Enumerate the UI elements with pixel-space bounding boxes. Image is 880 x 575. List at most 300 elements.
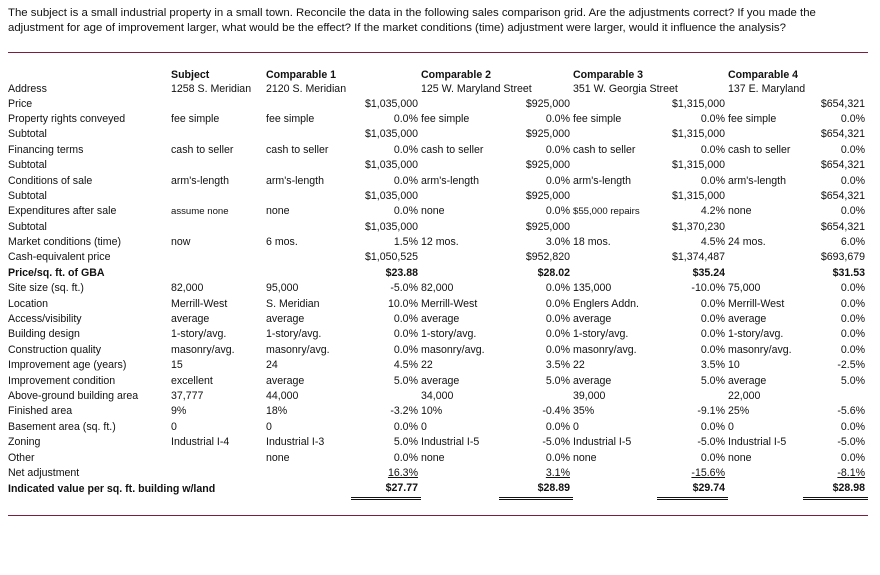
row-label: Expenditures after sale — [8, 205, 117, 218]
row-label: Conditions of sale — [8, 174, 93, 187]
comp3-adjustment: 0.0% — [700, 313, 725, 326]
comp4-value: none — [728, 205, 752, 218]
row-label: Zoning — [8, 436, 41, 449]
comp4-adjustment: -2.5% — [837, 359, 866, 372]
column-header-row — [8, 68, 868, 82]
comp2-adjustment: $925,000 — [525, 189, 570, 202]
row-label: Above-ground building area — [8, 390, 139, 402]
comp2-adjustment: 0.0% — [545, 112, 570, 125]
subject-value: 15 — [171, 359, 183, 372]
comp1-adjustment: $1,035,000 — [364, 159, 418, 172]
table-row — [8, 327, 868, 342]
comp1-value: 95,000 — [266, 282, 299, 295]
subject-value — [171, 127, 266, 142]
comp4-value: 22,000 — [728, 390, 761, 402]
subject-value: excellent — [171, 374, 213, 387]
comp4-adjustment: 5.0% — [840, 374, 866, 387]
comp4-adjustment: 0.0% — [840, 313, 866, 326]
comp2-adjustment: 0.0% — [545, 328, 570, 341]
address-row — [8, 82, 868, 96]
row-label: Access/visibility — [8, 313, 82, 326]
table-row — [8, 389, 868, 404]
table-row — [8, 281, 868, 296]
row-label: Basement area (sq. ft.) — [8, 420, 116, 433]
comp3-adjustment: -9.1% — [697, 405, 725, 418]
comp3-value — [573, 127, 657, 142]
comp3-adjustment: 4.2% — [700, 205, 725, 218]
subject-value: fee simple — [171, 112, 220, 125]
comp2-value: masonry/avg. — [421, 343, 485, 356]
comp1-value: masonry/avg. — [266, 343, 330, 356]
row-label: Financing terms — [8, 143, 84, 156]
comp1-adjustment: 0.0% — [393, 174, 418, 187]
subject-value: 0 — [171, 420, 177, 433]
comp4-value: 75,000 — [728, 282, 761, 295]
comp2-adjustment: 0.0% — [545, 420, 570, 433]
comp3-adjustment: $1,370,230 — [671, 220, 725, 233]
comp1-value: average — [266, 374, 305, 387]
table-row — [8, 189, 868, 204]
comp2-value: 0 — [421, 420, 427, 433]
comp1-adjustment: $1,035,000 — [364, 128, 418, 141]
comp3-value — [573, 220, 657, 235]
comp1-value: 6 mos. — [266, 236, 298, 249]
subject-value — [171, 220, 266, 235]
comp1-adjustment: 0.0% — [393, 313, 418, 326]
subject-value: cash to seller — [171, 143, 234, 156]
comp4-adjustment: -5.0% — [837, 436, 866, 449]
comp3-adjustment: 3.5% — [700, 359, 725, 372]
header-comparable-3: Comparable 3 — [573, 69, 644, 82]
comp4-adjustment: 0.0% — [840, 297, 866, 310]
comp2-value — [421, 189, 499, 204]
comp2-adjustment: 0.0% — [545, 313, 570, 326]
comp2-value — [421, 96, 499, 111]
comp1-adjustment: 0.0% — [393, 451, 418, 464]
comp4-value — [728, 266, 803, 281]
comp2-value: average — [421, 313, 460, 326]
comp3-adjustment: 5.0% — [700, 374, 725, 387]
comp3-adjustment: 0.0% — [700, 420, 725, 433]
comp1-value — [266, 466, 351, 481]
comp1-adjustment: 10.0% — [387, 297, 418, 310]
address-comparable-2: 125 W. Maryland Street — [421, 83, 532, 96]
comp4-adjustment: $654,321 — [820, 128, 866, 141]
comp1-adjustment: 0.0% — [393, 420, 418, 433]
subject-value — [171, 266, 266, 281]
comp1-value: none — [266, 205, 290, 218]
comp1-adjustment: $1,035,000 — [364, 220, 418, 233]
comp2-value: cash to seller — [421, 143, 484, 156]
comp1-adjustment: $1,050,525 — [364, 251, 418, 264]
subject-value: 37,777 — [171, 390, 204, 402]
comp1-value: 18% — [266, 405, 288, 418]
subject-value — [171, 450, 266, 465]
comp1-value — [266, 127, 351, 142]
comp2-value: average — [421, 374, 460, 387]
table-row — [8, 296, 868, 311]
comp1-value: none — [266, 451, 290, 464]
comp2-value: fee simple — [421, 112, 470, 125]
comp2-value: none — [421, 205, 445, 218]
comp3-value: 22 — [573, 359, 585, 372]
comp2-adjustment — [499, 389, 573, 404]
row-label: Construction quality — [8, 343, 102, 356]
subject-value: 9% — [171, 405, 187, 418]
comp1-value: 24 — [266, 359, 278, 372]
sales-comparison-grid — [8, 52, 868, 516]
table-row — [8, 143, 868, 158]
subject-value: arm's-length — [171, 174, 229, 187]
comp4-value: fee simple — [728, 112, 777, 125]
comp1-adjustment: $23.88 — [385, 266, 418, 279]
comp4-value: average — [728, 313, 767, 326]
comp4-value — [728, 96, 803, 111]
comp4-value: 10 — [728, 359, 740, 372]
comp3-value: 0 — [573, 420, 579, 433]
comp2-adjustment: $28.02 — [537, 266, 570, 279]
comp4-adjustment: $693,679 — [820, 251, 866, 264]
comp3-adjustment: $1,315,000 — [671, 128, 725, 141]
comp1-adjustment: 0.0% — [393, 143, 418, 156]
comp4-value: none — [728, 451, 752, 464]
address-subject: 1258 S. Meridian — [171, 83, 252, 96]
comp2-value: arm's-length — [421, 174, 479, 187]
comp2-value — [421, 220, 499, 235]
comp1-value: average — [266, 313, 305, 326]
table-row — [8, 127, 868, 142]
comp1-value — [266, 189, 351, 204]
subject-value: 1-story/avg. — [171, 328, 227, 341]
top-rule — [8, 53, 868, 69]
comp3-value: none — [573, 451, 597, 464]
comp3-value — [573, 96, 657, 111]
comp4-value: average — [728, 374, 767, 387]
comp4-adjustment: 6.0% — [840, 236, 866, 249]
comp1-value — [266, 250, 351, 265]
row-label: Price — [8, 97, 33, 110]
comp2-value — [421, 250, 499, 265]
row-label: Address — [8, 83, 47, 96]
table-row — [8, 466, 868, 481]
header-comparable-2: Comparable 2 — [421, 69, 492, 82]
comp2-adjustment: 0.0% — [545, 205, 570, 218]
comp1-adjustment: 5.0% — [393, 436, 418, 449]
comp1-adjustment: $1,035,000 — [364, 189, 418, 202]
row-label: Site size (sq. ft.) — [8, 282, 84, 295]
comp4-adjustment: $654,321 — [820, 189, 866, 202]
comp2-value: 22 — [421, 359, 433, 372]
address-comparable-3: 351 W. Georgia Street — [573, 83, 678, 96]
subject-value — [171, 250, 266, 265]
comp4-adjustment: 0.0% — [840, 343, 866, 356]
row-label: Finished area — [8, 405, 73, 418]
comp3-value: 35% — [573, 405, 595, 418]
comp2-value: 12 mos. — [421, 236, 459, 249]
comp2-value: 82,000 — [421, 282, 454, 295]
comp3-value — [573, 266, 657, 281]
comp4-value: 0 — [728, 420, 734, 433]
comp1-adjustment: 0.0% — [393, 343, 418, 356]
table-row — [8, 358, 868, 373]
comp3-value: arm's-length — [573, 174, 631, 187]
comp2-adjustment: 0.0% — [545, 143, 570, 156]
comp1-value — [266, 481, 351, 498]
comp3-value — [573, 158, 657, 173]
table-row — [8, 343, 868, 358]
comp2-adjustment: 0.0% — [545, 282, 570, 295]
row-label: Market conditions (time) — [8, 236, 122, 249]
comp1-adjustment: -5.0% — [390, 282, 418, 295]
comp2-adjustment: $952,820 — [525, 251, 570, 264]
comp1-adjustment: 0.0% — [393, 112, 418, 125]
comp1-value: 1-story/avg. — [266, 328, 322, 341]
problem-statement: The subject is a small industrial property in a small town. Reconcile the data in the following sales comparison grid. Are the adjustments correct? If you made the adjustment for age of improvement larger, what would be the effect? If the market conditions (time) adjustment were larger, would it influence the analysis? — [8, 7, 816, 34]
row-label: Improvement age (years) — [8, 359, 127, 372]
comp3-value: 39,000 — [573, 390, 606, 402]
row-label: Subtotal — [8, 159, 47, 172]
comp1-value: 0 — [266, 420, 272, 433]
comp2-adjustment: -0.4% — [542, 405, 570, 418]
comp3-value: Industrial I-5 — [573, 436, 632, 449]
comp1-adjustment: 0.0% — [393, 205, 418, 218]
comp2-value — [421, 266, 499, 281]
comp3-value — [573, 466, 657, 481]
comp3-value: 135,000 — [573, 282, 612, 295]
comp2-adjustment: -5.0% — [542, 436, 570, 449]
comp3-value: 18 mos. — [573, 236, 611, 249]
comp3-adjustment: -5.0% — [697, 436, 725, 449]
table-row — [8, 450, 868, 465]
comp4-adjustment: 0.0% — [840, 282, 866, 295]
subject-value: masonry/avg. — [171, 343, 235, 356]
table-row — [8, 404, 868, 419]
comp3-value: average — [573, 374, 612, 387]
comp4-adjustment: -8.1% — [837, 466, 866, 479]
comp3-value: Englers Addn. — [573, 297, 639, 310]
comp2-adjustment: 0.0% — [545, 297, 570, 310]
comp2-adjustment: $28.89 — [499, 481, 573, 498]
comp2-adjustment: 0.0% — [545, 451, 570, 464]
table-row — [8, 435, 868, 450]
comp3-adjustment: 0.0% — [700, 343, 725, 356]
comp2-adjustment: 3.0% — [545, 236, 570, 249]
table-row — [8, 266, 868, 281]
comp3-adjustment: 0.0% — [700, 174, 725, 187]
comp3-adjustment: 0.0% — [700, 328, 725, 341]
table-row — [8, 220, 868, 235]
table-row — [8, 235, 868, 250]
comp3-value: fee simple — [573, 112, 622, 125]
comp3-value — [573, 481, 657, 498]
table-row — [8, 373, 868, 388]
comp2-adjustment: 5.0% — [545, 374, 570, 387]
comp3-value — [573, 250, 657, 265]
comp1-value: S. Meridian — [266, 297, 320, 310]
comp4-adjustment: $654,321 — [820, 159, 866, 172]
comp4-adjustment: 0.0% — [840, 205, 866, 218]
row-label: Subtotal — [8, 128, 47, 141]
comp2-adjustment: $925,000 — [525, 220, 570, 233]
row-label: Location — [8, 297, 49, 310]
row-label: Subtotal — [8, 189, 47, 202]
comp3-adjustment: $1,315,000 — [671, 97, 725, 110]
comp4-adjustment: 0.0% — [840, 112, 866, 125]
comp4-adjustment: 0.0% — [840, 451, 866, 464]
comp3-adjustment: 4.5% — [700, 236, 725, 249]
comp4-value — [728, 220, 803, 235]
subject-value — [171, 158, 266, 173]
table-row — [8, 173, 868, 188]
header-comparable-1: Comparable 1 — [266, 69, 337, 82]
comp4-value — [728, 466, 803, 481]
comp2-value: 34,000 — [421, 390, 454, 402]
comp3-adjustment: $1,315,000 — [671, 189, 725, 202]
comp3-value — [573, 189, 657, 204]
table-row — [8, 158, 868, 173]
row-label: Subtotal — [8, 220, 47, 233]
comp1-value — [266, 158, 351, 173]
comp2-adjustment: 3.5% — [545, 359, 570, 372]
comp1-adjustment: 0.0% — [393, 328, 418, 341]
table-row — [8, 420, 868, 435]
comp3-value: masonry/avg. — [573, 343, 637, 356]
comp2-adjustment: $925,000 — [525, 128, 570, 141]
subject-value — [171, 96, 266, 111]
comp3-adjustment: -15.6% — [691, 466, 725, 479]
comp4-adjustment: -5.6% — [837, 405, 866, 418]
comp1-value — [266, 96, 351, 111]
comp2-adjustment: 0.0% — [545, 343, 570, 356]
comp4-value — [728, 481, 803, 498]
comp4-value: masonry/avg. — [728, 343, 792, 356]
comp1-adjustment: $27.77 — [351, 481, 421, 498]
comp3-adjustment: 0.0% — [700, 451, 725, 464]
comp1-value: cash to seller — [266, 143, 329, 156]
subject-value: Merrill-West — [171, 297, 228, 310]
comp3-adjustment: 0.0% — [700, 297, 725, 310]
comp3-value: 1-story/avg. — [573, 328, 629, 341]
comp4-value — [728, 127, 803, 142]
table-row — [8, 204, 868, 219]
table-row — [8, 96, 868, 111]
comp1-value — [266, 266, 351, 281]
comp3-adjustment — [657, 389, 728, 404]
comp4-value — [728, 189, 803, 204]
table-row — [8, 312, 868, 327]
comp4-value: cash to seller — [728, 143, 791, 156]
comp3-adjustment: $1,315,000 — [671, 159, 725, 172]
comp3-adjustment: -10.0% — [691, 282, 725, 295]
comp4-value: Industrial I-5 — [728, 436, 787, 449]
comp1-adjustment: 5.0% — [393, 374, 418, 387]
row-label: Improvement condition — [8, 374, 116, 387]
comp2-adjustment: 3.1% — [545, 466, 570, 479]
comp4-value: 1-story/avg. — [728, 328, 784, 341]
comp4-adjustment: $654,321 — [820, 220, 866, 233]
subject-value: 82,000 — [171, 282, 204, 295]
comp1-value: arm's-length — [266, 174, 324, 187]
comp1-adjustment: 1.5% — [393, 236, 418, 249]
subject-value — [171, 189, 266, 204]
comp1-adjustment: 4.5% — [393, 359, 418, 372]
subject-value — [171, 466, 266, 481]
comp4-adjustment: 0.0% — [840, 143, 866, 156]
comp4-adjustment: 0.0% — [840, 328, 866, 341]
comp1-adjustment — [351, 389, 421, 404]
comp2-value — [421, 466, 499, 481]
comp2-value: Industrial I-5 — [421, 436, 480, 449]
comp1-adjustment: 16.3% — [387, 466, 418, 479]
comp3-adjustment: 0.0% — [700, 112, 725, 125]
comp4-adjustment: $28.98 — [803, 481, 868, 498]
comp3-value: cash to seller — [573, 143, 636, 156]
comp1-value — [266, 220, 351, 235]
comp1-value: 44,000 — [266, 390, 299, 402]
row-label: Other — [8, 451, 35, 464]
comp2-adjustment: $925,000 — [525, 97, 570, 110]
comp2-value — [421, 158, 499, 173]
comp1-value: Industrial I-3 — [266, 436, 325, 449]
header-subject: Subject — [171, 69, 210, 82]
comp2-value: 10% — [421, 405, 443, 418]
comp4-value — [728, 250, 803, 265]
subject-value: Industrial I-4 — [171, 436, 230, 449]
comp3-adjustment: $29.74 — [657, 481, 728, 498]
subject-value: average — [171, 313, 210, 326]
table-row — [8, 250, 868, 265]
comp4-adjustment — [803, 389, 868, 404]
row-label: Price/sq. ft. of GBA — [8, 266, 105, 279]
row-label: Indicated value per sq. ft. building w/land — [8, 483, 216, 496]
comp2-value — [421, 481, 499, 498]
comp4-value: 25% — [728, 405, 750, 418]
row-label: Net adjustment — [8, 466, 80, 479]
row-label: Cash-equivalent price — [8, 251, 111, 264]
comp4-value: 24 mos. — [728, 236, 766, 249]
bottom-rule — [8, 498, 868, 515]
comp4-adjustment: $31.53 — [832, 266, 866, 279]
comp2-adjustment: $925,000 — [525, 159, 570, 172]
comp3-adjustment: $35.24 — [692, 266, 725, 279]
header-comparable-4: Comparable 4 — [728, 69, 799, 82]
comp2-value: Merrill-West — [421, 297, 478, 310]
subject-value: now — [171, 236, 191, 249]
comp3-value: $55,000 repairs — [573, 206, 640, 218]
comp1-adjustment: $1,035,000 — [364, 97, 418, 110]
address-comparable-1: 2120 S. Meridian — [266, 83, 347, 96]
comp2-adjustment: 0.0% — [545, 174, 570, 187]
comp3-adjustment: $1,374,487 — [671, 251, 725, 264]
comp4-adjustment: 0.0% — [840, 174, 866, 187]
comp2-value: 1-story/avg. — [421, 328, 477, 341]
comp3-value: average — [573, 313, 612, 326]
comp4-adjustment: 0.0% — [840, 420, 866, 433]
table-row — [8, 481, 868, 498]
row-label: Building design — [8, 328, 80, 341]
comp3-adjustment: 0.0% — [700, 143, 725, 156]
comp4-value: arm's-length — [728, 174, 786, 187]
comp1-adjustment: -3.2% — [390, 405, 418, 418]
comp2-value: none — [421, 451, 445, 464]
comp4-value: Merrill-West — [728, 297, 785, 310]
comp4-adjustment: $654,321 — [820, 97, 866, 110]
comp2-value — [421, 127, 499, 142]
table-row — [8, 112, 868, 127]
comp1-value: fee simple — [266, 112, 315, 125]
row-label: Property rights conveyed — [8, 112, 126, 125]
address-comparable-4: 137 E. Maryland — [728, 83, 806, 96]
